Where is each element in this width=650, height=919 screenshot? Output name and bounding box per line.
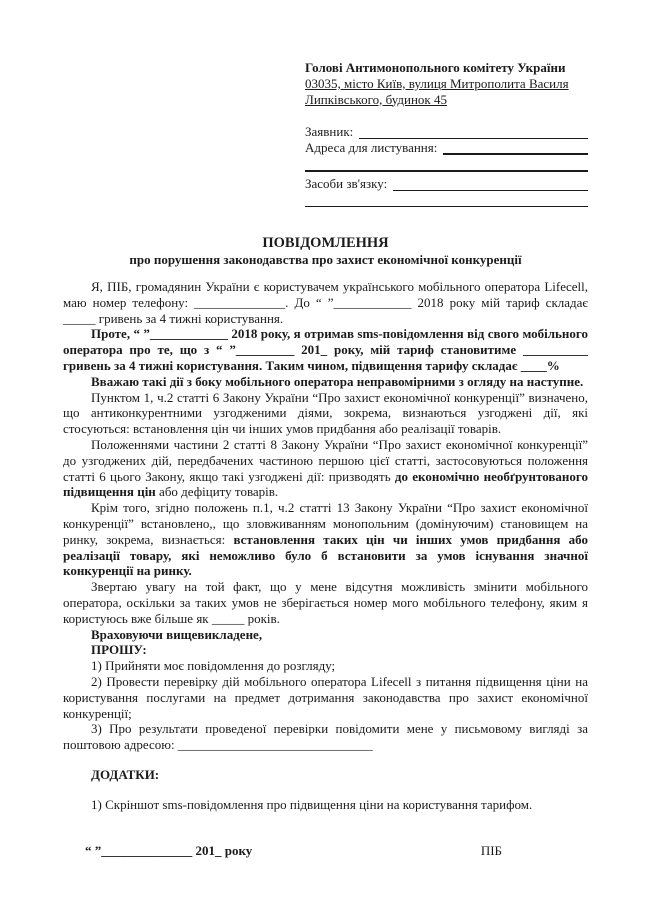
contacts-field	[305, 175, 588, 191]
contacts-fill-line-2	[305, 191, 588, 207]
document-title: ПОВІДОМЛЕННЯ	[262, 235, 389, 252]
applicant-fill-line	[359, 125, 588, 139]
request-item-3: 3) Про результати проведеної перевірки повідомити мене у письмовому вигляді за поштовою адресою: ______________________________	[63, 721, 588, 753]
attachments-heading: ДОДАТКИ:	[91, 766, 160, 782]
mailing-address-label: Адреса для листування:	[305, 139, 438, 155]
article8-text: Положеннями частини 2 статті 8 Закону України “Про захист економічної конкуренції” до узгоджених дій, передбачених частиною першою цієї статті, застосовуються положення статті 6 цього Закону, якщо такі узгоджені дії: призводять	[63, 436, 588, 484]
paragraph-article6: Пунктом 1, ч.2 статті 6 Закону України “Про захист економічної конкуренції” визначено, що антиконкурентними узгодженими діями, зокрема, визнаються узгоджені дії, які стосуються: встановлення цін чи інших умов придбання або реалізації товарів.	[63, 389, 588, 437]
paragraph-however: Проте, “ ”____________ 2018 року, я отримав sms-повідомлення від свого мобільного оператора про те, що з “ ”_________ 201_ року, мій тариф становитиме __________ гривень за 4 тижні користування. Таким чином, підвищення тарифу складає ____%	[63, 326, 588, 373]
request-item-2: 2) Провести перевірку дій мобільного оператора Lifecell з питання підвищення ціни на користування послугами на предмет дотримання законодавства про захист економічної конкуренції;	[63, 673, 588, 721]
signature-footer	[63, 843, 588, 859]
mailing-address-fill-line	[443, 140, 588, 155]
paragraph-article8	[63, 437, 588, 500]
footer-date-line: “ ”______________ 201_ року	[85, 843, 253, 859]
request-item-1: 1) Прийняти моє повідомлення до розгляду;	[91, 658, 336, 674]
mailing-address-fill-line-2	[305, 155, 588, 172]
paragraph-attention: Звертаю увагу на той факт, що у мене відсутня можливість змінити мобільного оператора, оскільки за таких умов не зберігається номер мого мобільного телефону, яким я користуюсь вже більше як _____ років.	[63, 579, 588, 626]
addressee-block	[305, 60, 588, 107]
footer-signature-name: ПІБ	[480, 843, 502, 859]
applicant-fields-block	[305, 123, 588, 207]
contacts-label: Засоби зв'язку:	[305, 175, 388, 191]
paragraph-consider: Вважаю такі дії з боку мобільного оператора неправомірними з огляду на наступне.	[91, 373, 584, 389]
article8-text-end: або дефіциту товарів.	[155, 484, 279, 500]
title-block	[63, 236, 588, 268]
request-heading: ПРОШУ:	[91, 642, 147, 658]
addressee-address: 03035, місто Київ, вулиця Митрополита Василя Липківського, будинок 45	[305, 75, 569, 107]
applicant-label: Заявник:	[305, 123, 354, 139]
article13-emphasis: встановлення таких цін чи інших умов придбання або реалізації товару, які неможливо було б встановити за умов існування значної конкуренції на ринку.	[63, 531, 588, 579]
attachment-item-1: 1) Скріншот sms-повідомлення про підвищення ціни на користування тарифом.	[91, 796, 533, 812]
mailing-address-field	[305, 139, 588, 155]
paragraph-intro: Я, ПІБ, громадянин України є користувачем українського мобільного оператора Lifecell, маю номер телефону: ______________. До “ ”____________ 2018 року мій тариф складає _____ гривень за 4 тижні користування.	[63, 278, 588, 326]
article13-text: Крім того, згідно положень п.1, ч.2 статті 13 Закону України “Про захист економічної конкуренції” встановлено,, що зловживанням монопольним (домінуючим) становищем на ринку, зокрема, визнається:	[63, 500, 588, 547]
addressee-title: Голові Антимонопольного комітету України	[305, 60, 566, 75]
document-body	[63, 279, 588, 813]
article8-emphasis: до економічно необґрунтованого підвищення цін	[63, 468, 589, 500]
document-subtitle: про порушення законодавства про захист економічної конкуренції	[129, 252, 522, 268]
contacts-fill-line	[393, 177, 588, 191]
paragraph-article13	[63, 500, 588, 579]
applicant-field	[305, 123, 588, 139]
paragraph-considering: Враховуючи вищевикладене,	[91, 626, 263, 642]
